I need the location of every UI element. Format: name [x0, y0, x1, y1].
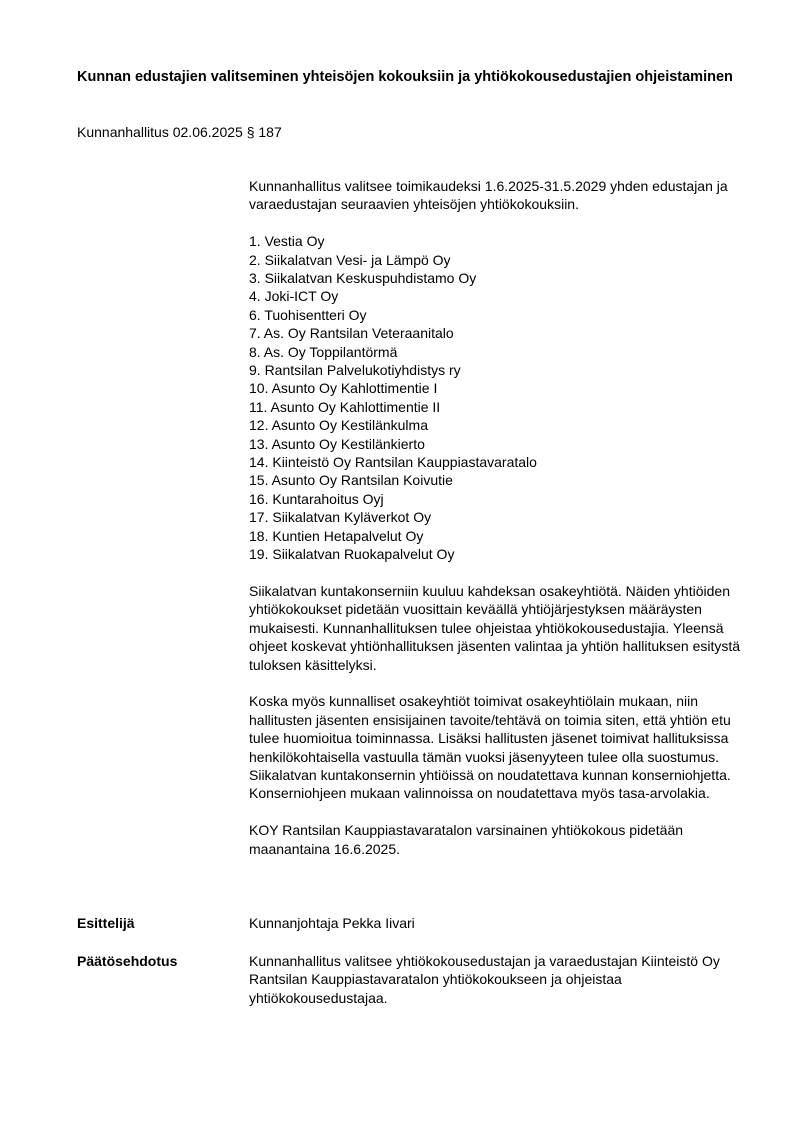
- company-list-item: 4. Joki-ICT Oy: [249, 288, 339, 305]
- company-list-item: 19. Siikalatvan Ruokapalvelut Oy: [249, 546, 455, 563]
- company-list-item: 8. As. Oy Toppilantörmä: [249, 343, 398, 360]
- meeting-date-paragraph: KOY Rantsilan Kauppiastavaratalon varsinainen yhtiökokous pidetään maanantaina 16.6.2025.: [249, 822, 684, 857]
- intro-paragraph: Kunnanhallitus valitsee toimikaudeksi 1.6.2025-31.5.2029 yhden edustajan ja varaedustajan seuraavien yhteisöjen yhtiökokouksiin.: [249, 178, 728, 213]
- company-list-item: 16. Kuntarahoitus Oyj: [249, 490, 384, 507]
- company-list-item: 9. Rantsilan Palvelukotiyhdistys ry: [249, 362, 461, 379]
- company-list: [249, 232, 749, 563]
- presenter-label: Esittelijä: [77, 915, 135, 931]
- company-list-item: 15. Asunto Oy Rantsilan Koivutie: [249, 472, 453, 489]
- document-title: Kunnan edustajien valitseminen yhteisöjen kokouksiin ja yhtiökokousedustajien ohjeistaminen: [77, 69, 733, 85]
- proposal-label: Päätösehdotus: [77, 953, 178, 969]
- company-list-item: 12. Asunto Oy Kestilänkulma: [249, 417, 428, 434]
- company-list-item: 11. Asunto Oy Kahlottimentie II: [249, 398, 441, 415]
- presenter-value: Kunnanjohtaja Pekka Iivari: [249, 915, 415, 931]
- company-list-item: 10. Asunto Oy Kahlottimentie I: [249, 380, 438, 397]
- company-list-item: 2. Siikalatvan Vesi- ja Lämpö Oy: [249, 251, 451, 268]
- group-companies-paragraph: Siikalatvan kuntakonserniin kuuluu kahdeksan osakeyhtiötä. Näiden yhtiöiden yhtiökokoukset pidetään vuosittain keväällä yhtiöjärjestyksen määräysten mukaisesti. Kunnanhallituksen tulee ohjeistaa yhtiökokousedustajia. Yleensä ohjeet koskevat yhtiönhallituksen jäsenten valintaa ja yhtiön hallituksen esitystä tuloksen käsittelyksi.: [249, 582, 741, 673]
- company-list-item: 13. Asunto Oy Kestilänkierto: [249, 435, 425, 452]
- company-list-item: 1. Vestia Oy: [249, 233, 325, 250]
- company-list-item: 7. As. Oy Rantsilan Veteraanitalo: [249, 325, 454, 342]
- company-list-item: 18. Kuntien Hetapalvelut Oy: [249, 527, 424, 544]
- company-list-item: 3. Siikalatvan Keskuspuhdistamo Oy: [249, 270, 477, 287]
- company-list-item: 17. Siikalatvan Kyläverkot Oy: [249, 509, 432, 526]
- meeting-reference: Kunnanhallitus 02.06.2025 § 187: [77, 124, 282, 140]
- proposal-value: Kunnanhallitus valitsee yhtiökokousedustajan ja varaedustajan Kiinteistö Oy Rantsilan Kauppiastavaratalon yhtiökokoukseen ja ohjeistaa yhtiökokousedustajaa.: [249, 953, 720, 1006]
- company-list-item: 6. Tuohisentteri Oy: [249, 306, 367, 323]
- board-duties-paragraph: Koska myös kunnalliset osakeyhtiöt toimivat osakeyhtiölain mukaan, niin hallitusten jäsenten ensisijainen tavoite/tehtävä on toimia siten, että yhtiön etu tulee huomioitua toiminnassa. Lisäksi hallitusten jäsenet toimivat hallituksissa henkilökohtaisella vastuulla tämän vuoksi jäsenyyteen tulee olla suostumus. Siikalatvan kuntakonsernin yhtiöissä on noudatettava kunnan konserniohjetta. Konserniohjeen mukaan valinnoissa on noudatettava myös tasa-arvolakia.: [249, 693, 731, 802]
- company-list-item: 14. Kiinteistö Oy Rantsilan Kauppiastavaratalo: [249, 454, 537, 471]
- document-body: [249, 177, 749, 876]
